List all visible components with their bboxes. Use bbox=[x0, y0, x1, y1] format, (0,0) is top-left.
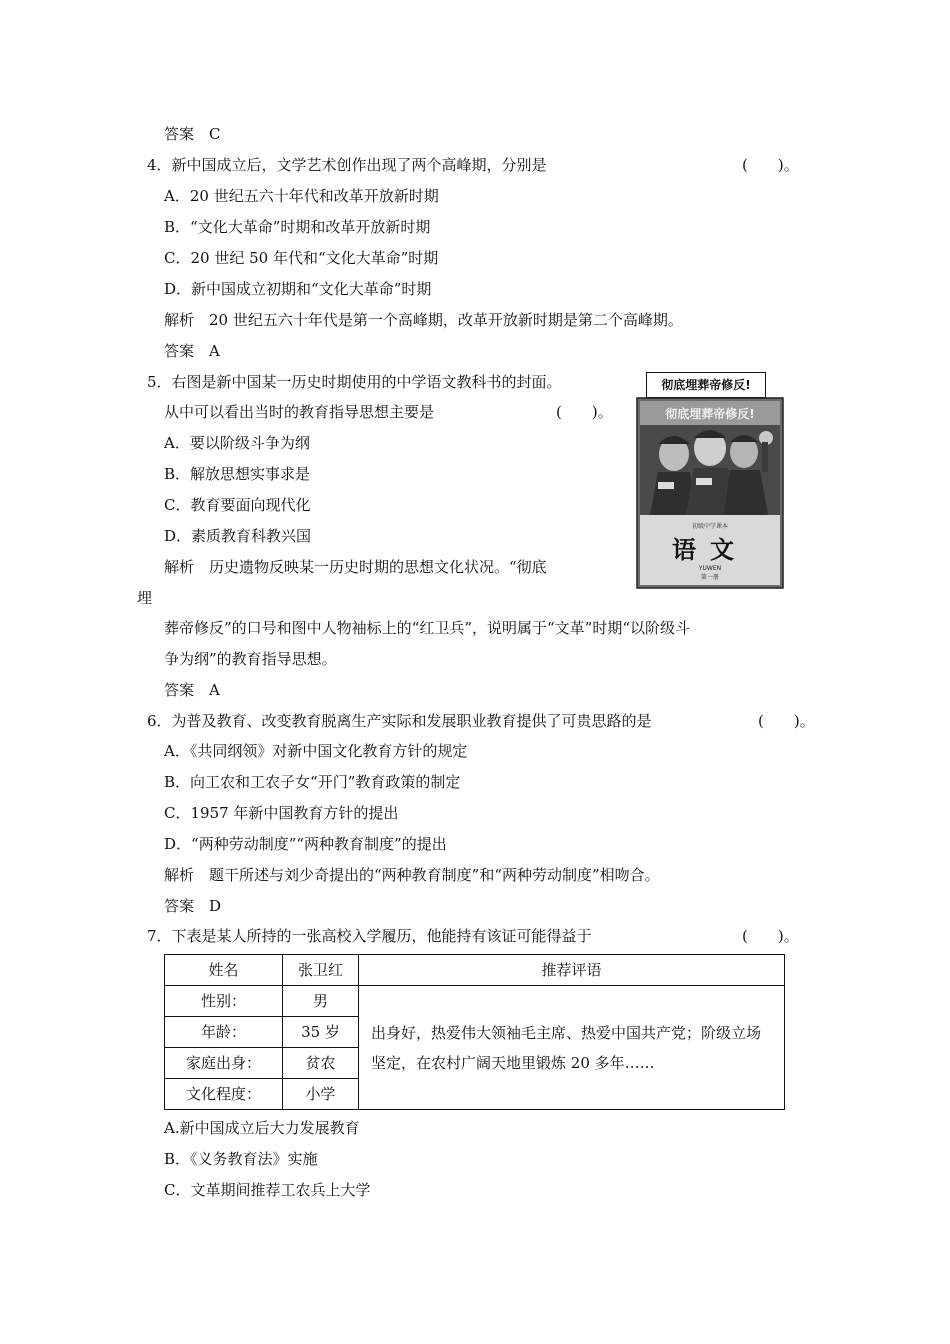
cover-volume: 第一册 bbox=[700, 574, 720, 581]
q7-answer-paren: ( )。 bbox=[742, 927, 799, 945]
q6-answer-paren: ( )。 bbox=[758, 712, 815, 730]
q4-analysis: 解析 20 世纪五六十年代是第一个高峰期，改革开放新时期是第二个高峰期。 bbox=[164, 311, 683, 329]
table-cell-label: 家庭出身： bbox=[165, 1048, 283, 1079]
q5-stem-line2: 从中可以看出当时的教育指导思想主要是 bbox=[164, 403, 435, 421]
table-cell-label: 性别： bbox=[165, 986, 283, 1017]
q5-analysis-line4: 争为纲”的教育指导思想。 bbox=[164, 650, 337, 668]
table-row bbox=[165, 986, 785, 1017]
textbook-cover-image bbox=[636, 372, 784, 590]
q7-stem: 7．下表是某人所持的一张高校入学履历，他能持有该证可能得益于 bbox=[147, 927, 592, 945]
q5-analysis-line1: 解析 历史遗物反映某一历史时期的思想文化状况。“彻底 bbox=[164, 558, 547, 576]
q6-option-b: B．向工农和工农子女“开门”教育政策的制定 bbox=[164, 773, 461, 791]
q6-answer: 答案 D bbox=[164, 897, 222, 915]
cover-small-caption: 初级中学课本 bbox=[691, 523, 729, 530]
q5-analysis-line3: 葬帝修反”的口号和图中人物袖标上的“红卫兵”，说明属于“文革”时期“以阶级斗 bbox=[164, 619, 691, 637]
table-header-remark: 推荐评语 bbox=[359, 955, 785, 986]
table-header-name-label: 姓名 bbox=[165, 955, 283, 986]
q7-option-c: C．文革期间推荐工农兵上大学 bbox=[164, 1181, 371, 1199]
table-cell-value: 贫农 bbox=[283, 1048, 359, 1079]
table-header-name-value: 张卫红 bbox=[283, 955, 359, 986]
q4-answer: 答案 A bbox=[164, 342, 220, 360]
q5-analysis-line2: 埋 bbox=[137, 589, 153, 607]
table-cell-remark: 出身好，热爱伟大领袖毛主席、热爱中国共产党；阶级立场坚定，在农村广阔天地里锻炼 20 多年…… bbox=[359, 986, 785, 1110]
q5-option-d: D．素质教育科教兴国 bbox=[164, 527, 312, 545]
q6-analysis: 解析 题干所述与刘少奇提出的“两种教育制度”和“两种劳动制度”相吻合。 bbox=[164, 866, 660, 884]
cover-pinyin: YUWEN bbox=[698, 565, 722, 572]
q4-option-d: D．新中国成立初期和“文化大革命”时期 bbox=[164, 280, 432, 298]
q5-stem-line1: 5．右图是新中国某一历史时期使用的中学语文教科书的封面。 bbox=[147, 373, 562, 391]
table-cell-label: 年龄： bbox=[165, 1017, 283, 1048]
q5-answer: 答案 A bbox=[164, 681, 220, 699]
table-header-row bbox=[165, 955, 785, 986]
cover-illustration bbox=[636, 372, 784, 590]
cover-slogan-text: 彻底埋葬帝修反! bbox=[665, 407, 755, 421]
q6-option-c: C．1957 年新中国教育方针的提出 bbox=[164, 804, 399, 822]
q4-option-b: B．“文化大革命”时期和改革开放新时期 bbox=[164, 218, 431, 236]
q6-option-a: A．《共同纲领》对新中国文化教育方针的规定 bbox=[164, 742, 468, 760]
admission-record-table bbox=[164, 954, 785, 1110]
q4-stem: 4．新中国成立后，文学艺术创作出现了两个高峰期，分别是 bbox=[147, 156, 547, 174]
q7-option-b: B．《义务教育法》实施 bbox=[164, 1150, 318, 1168]
table-cell-value: 男 bbox=[283, 986, 359, 1017]
q4-answer-paren: ( )。 bbox=[742, 156, 799, 174]
q7-option-a: A.新中国成立后大力发展教育 bbox=[164, 1119, 360, 1137]
q5-option-a: A．要以阶级斗争为纲 bbox=[164, 434, 310, 452]
table-cell-value: 35 岁 bbox=[283, 1017, 359, 1048]
q5-option-b: B．解放思想实事求是 bbox=[164, 465, 311, 483]
q5-option-c: C．教育要面向现代化 bbox=[164, 496, 311, 514]
q6-stem: 6．为普及教育、改变教育脱离生产实际和发展职业教育提供了可贵思路的是 bbox=[147, 712, 652, 730]
q3-answer: 答案 C bbox=[164, 125, 221, 143]
cover-banner-slogan: 彻底埋葬帝修反! bbox=[646, 372, 766, 398]
q4-option-a: A．20 世纪五六十年代和改革开放新时期 bbox=[164, 187, 439, 205]
table-cell-label: 文化程度： bbox=[165, 1079, 283, 1110]
cover-title: 语文 bbox=[672, 536, 748, 564]
q6-option-d: D．“两种劳动制度”“两种教育制度”的提出 bbox=[164, 835, 447, 853]
q4-option-c: C．20 世纪 50 年代和“文化大革命”时期 bbox=[164, 249, 439, 267]
table-cell-value: 小学 bbox=[283, 1079, 359, 1110]
q5-answer-paren: ( )。 bbox=[556, 403, 613, 421]
